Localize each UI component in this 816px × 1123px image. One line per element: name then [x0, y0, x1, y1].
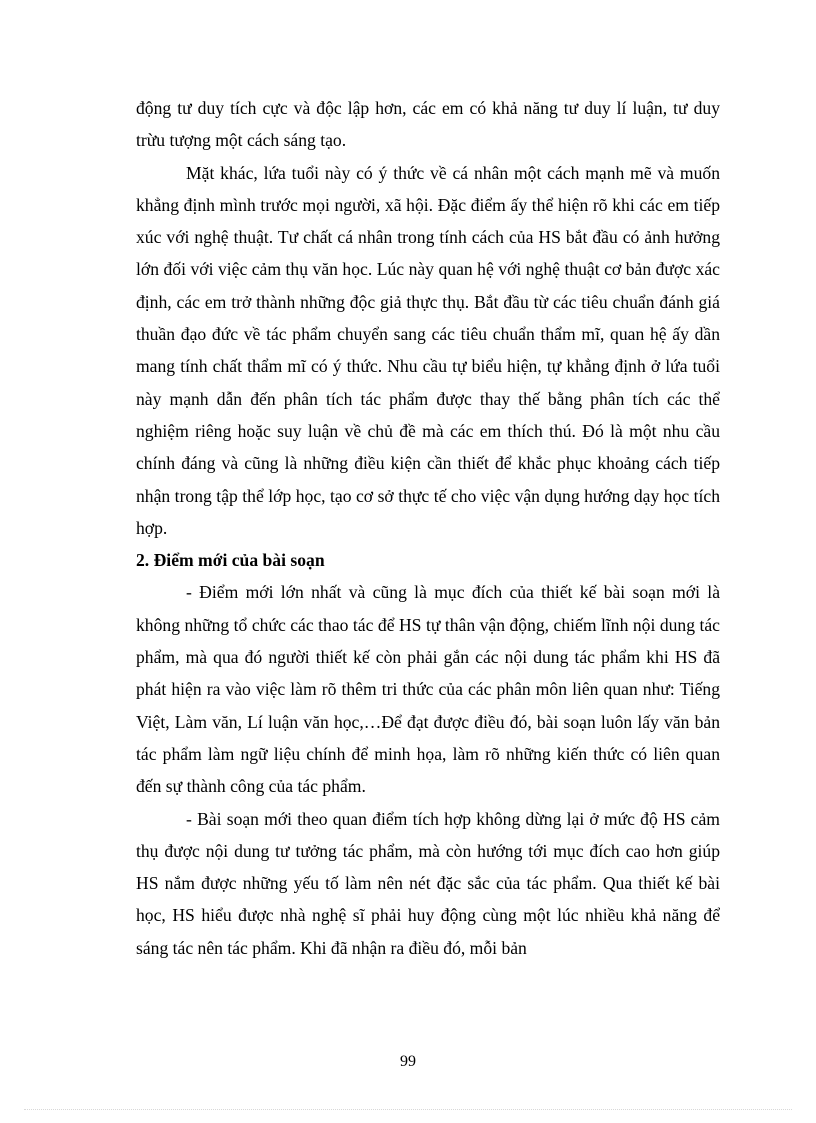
footer-divider	[24, 1109, 792, 1110]
paragraph-continuation: động tư duy tích cực và độc lập hơn, các em có khả năng tư duy lí luận, tư duy trừu tượng một cách sáng tạo.	[136, 98, 720, 151]
section-heading: 2. Điểm mới của bài soạn	[136, 550, 325, 571]
paragraph-new-point-1: - Điểm mới lớn nhất và cũng là mục đích của thiết kế bài soạn mới là không những tổ chức các thao tác để HS tự thân vận động, chiếm lĩnh nội dung tác phẩm, mà qua đó người thiết kế còn phải gắn các nội dung tác phẩm khi HS đã phát hiện ra vào việc làm rõ thêm tri thức của các phân môn liên quan như: Tiếng Việt, Làm văn, Lí luận văn học,…Để đạt được điều đó, bài soạn luôn lấy văn bản tác phẩm làm ngữ liệu chính để minh họa, làm rõ những kiến thức có liên quan đến sự thành công của tác phẩm.	[136, 582, 720, 797]
paragraph-student-awareness: Mặt khác, lứa tuổi này có ý thức về cá nhân một cách mạnh mẽ và muốn khẳng định mình trước mọi người, xã hội. Đặc điểm ấy thể hiện rõ khi các em tiếp xúc với nghệ thuật. Tư chất cá nhân trong tính cách của HS bắt đầu có ảnh hưởng lớn đối với việc cảm thụ văn học. Lúc này quan hệ với nghệ thuật cơ bản được xác định, các em trở thành những độc giả thực thụ. Bắt đầu từ các tiêu chuẩn đánh giá thuần đạo đức về tác phẩm chuyển sang các tiêu chuẩn thẩm mĩ, quan hệ ấy dần mang tính chất thẩm mĩ có ý thức. Nhu cầu tự biểu hiện, tự khẳng định ở lứa tuổi này mạnh dẫn đến phân tích tác phẩm được thay thế bằng phân tích các thể nghiệm riêng hoặc suy luận về chủ đề mà các em thích thú. Đó là một nhu cầu chính đáng và cũng là những điều kiện cần thiết để khắc phục khoảng cách tiếp nhận trong tập thể lớp học, tạo cơ sở thực tế cho việc vận dụng hướng dạy học tích hợp.	[136, 162, 720, 538]
page-number: 99	[400, 1053, 416, 1070]
paragraph-new-point-2: - Bài soạn mới theo quan điểm tích hợp không dừng lại ở mức độ HS cảm thụ được nội dung tư tưởng tác phẩm, mà còn hướng tới mục đích cao hơn giúp HS nắm được những yếu tố làm nên nét đặc sắc của tác phẩm. Qua thiết kế bài học, HS hiểu được nhà nghệ sĩ phải huy động cùng một lúc nhiều khả năng để sáng tác nên tác phẩm. Khi đã nhận ra điều đó, mỗi bản	[136, 808, 720, 958]
body-text	[136, 92, 720, 964]
